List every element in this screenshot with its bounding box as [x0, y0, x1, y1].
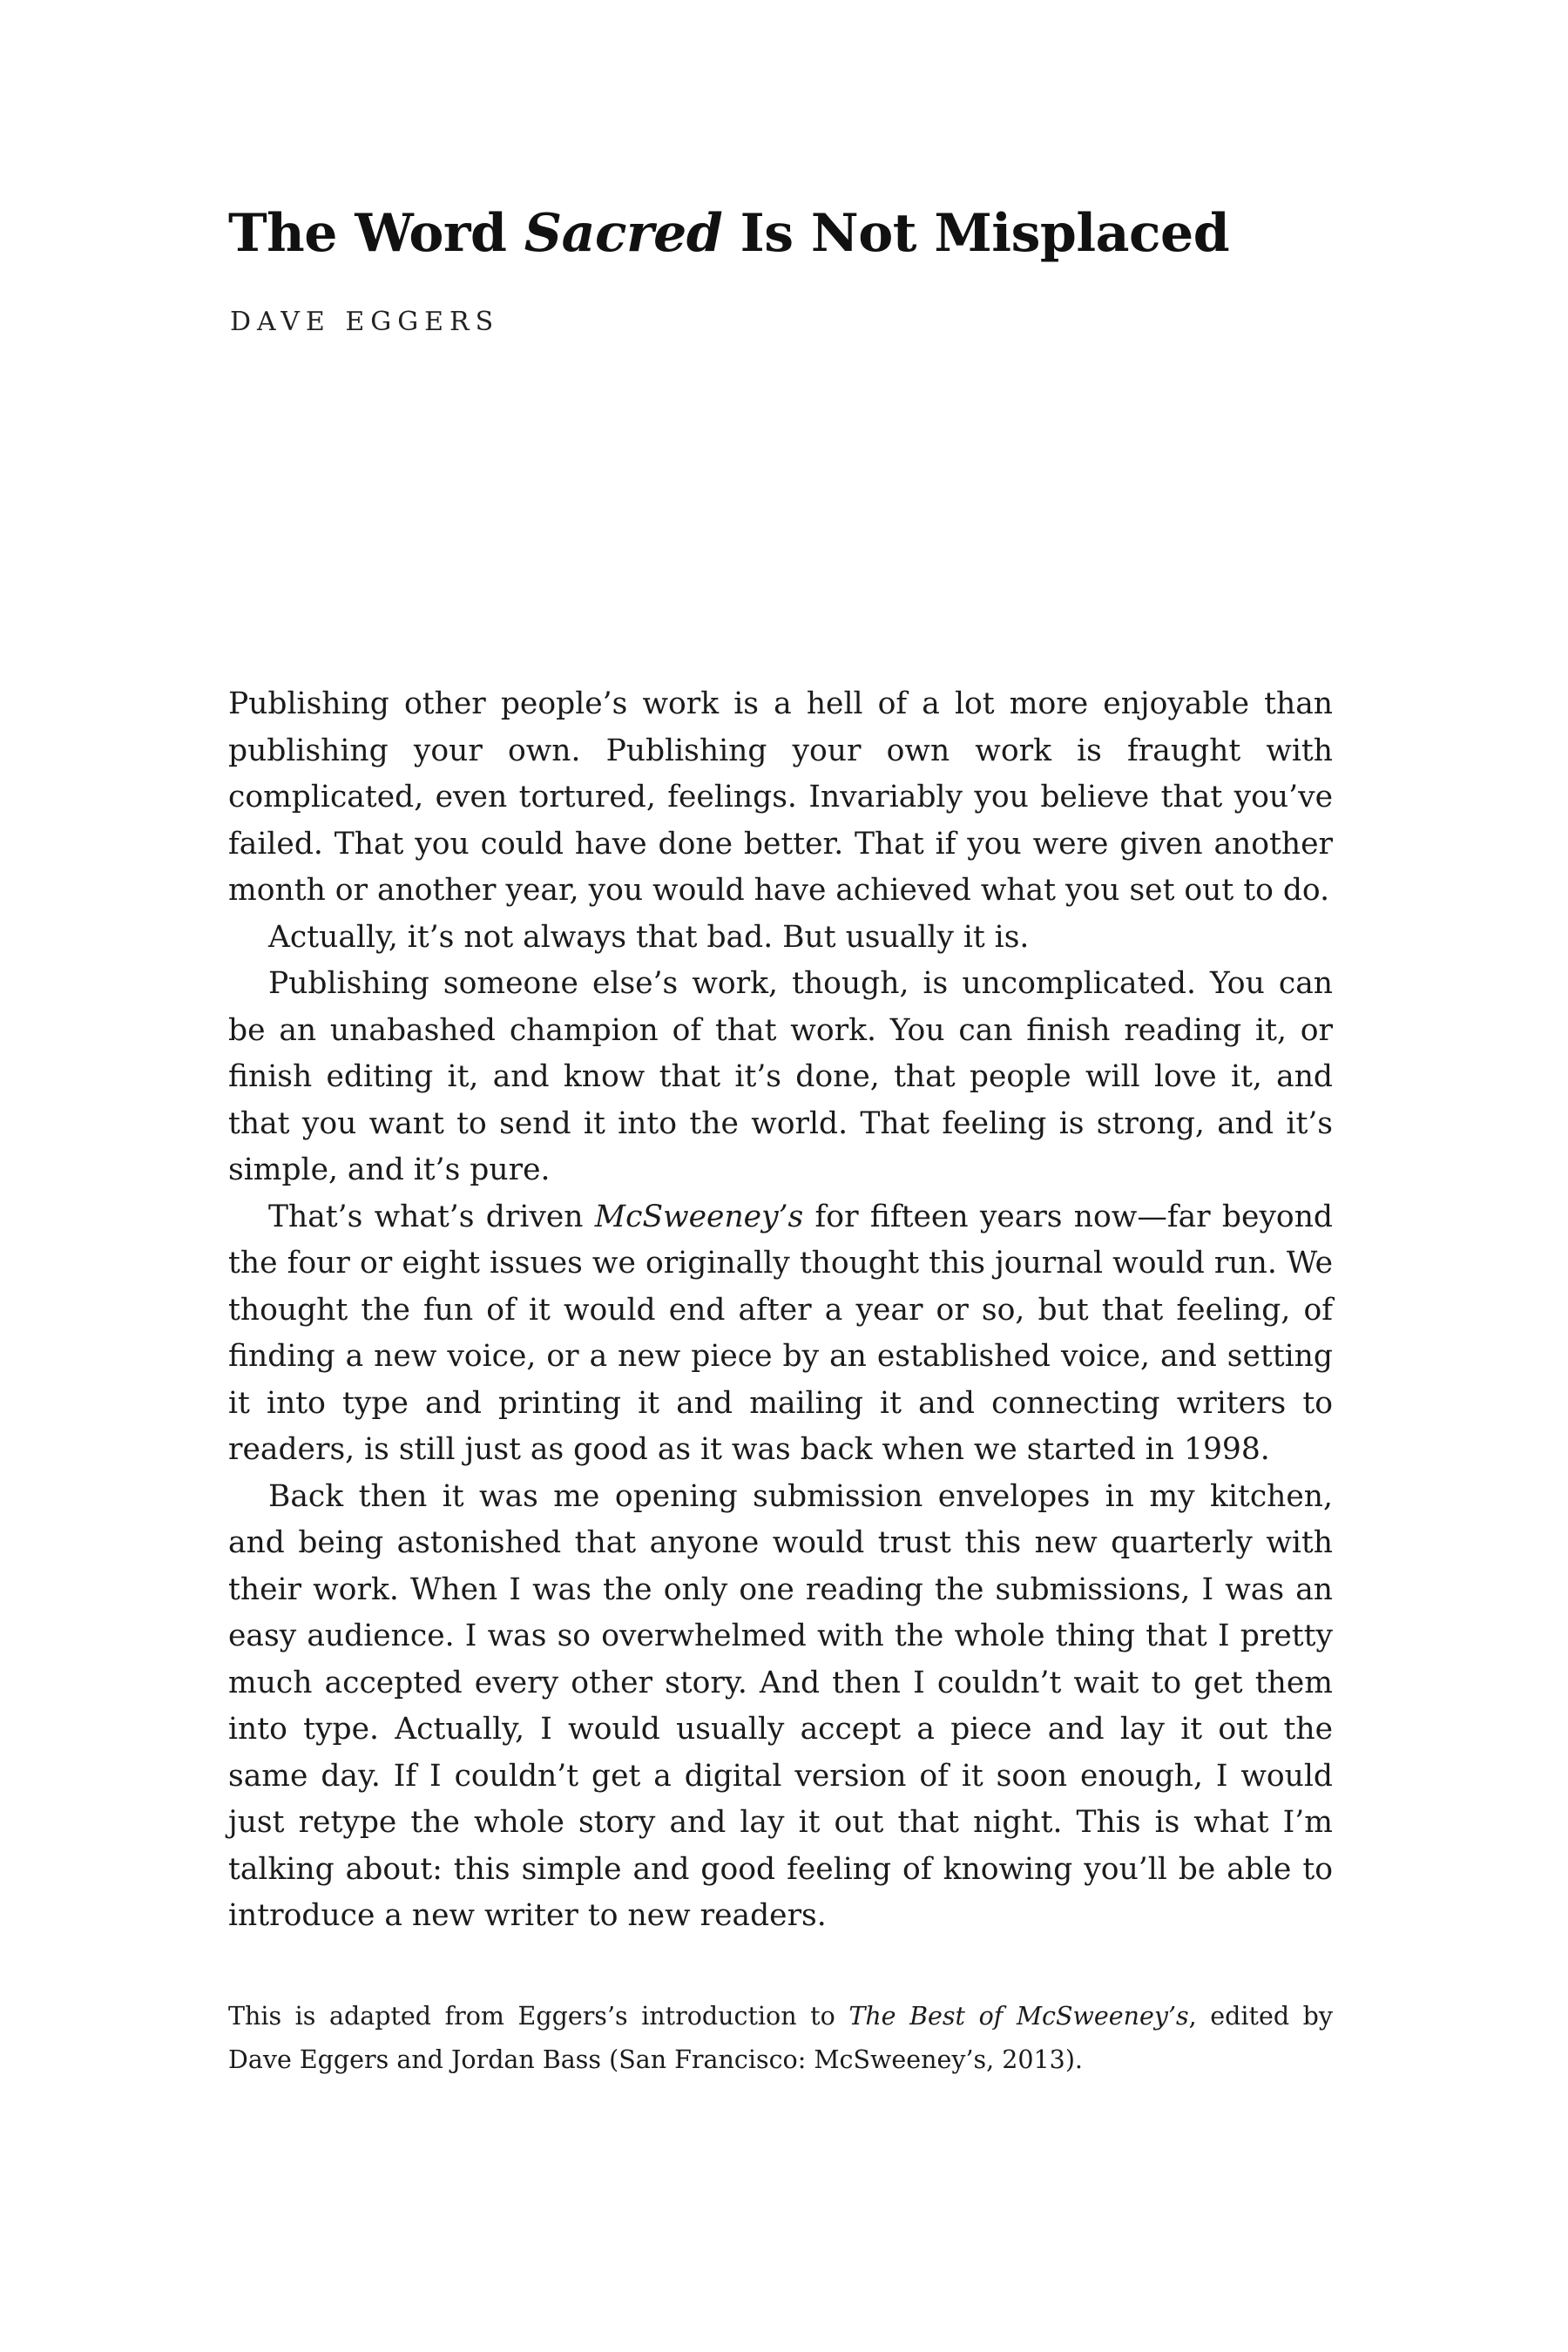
- source-book-title: The Best of McSweeney’s: [848, 2002, 1189, 2031]
- journal-name-italic: McSweeney’s: [594, 1199, 804, 1234]
- paragraph-2: Actually, it’s not always that bad. But usually it is.: [268, 919, 1030, 955]
- paragraph-1: Publishing other people’s work is a hell of a lot more enjoyable than publishing your own. Publishing your own work is fraught with complicated, even tortured, feelings. Invariably you believe that you’ve failed. That you could have done better. That if you were given another month or another year, you would have achieved what you set out to do.: [228, 686, 1333, 908]
- paragraph-4-end: for fifteen years now—far beyond the four or eight issues we originally thought this journal would run. We thought the fun of it would end after a year or so, but that feeling, of finding a new voice, or a new piece by an established voice, and setting it into type and printing it and mailing it and connecting writers to readers, is still just as good as it was back when we started in 1998.: [228, 1199, 1334, 1467]
- paragraph-4: [228, 1194, 1333, 1474]
- title-italic-word: Sacred: [524, 203, 723, 264]
- title-text-start: The Word: [228, 203, 524, 264]
- source-note-start: This is adapted from Eggers’s introduction to: [228, 2002, 849, 2031]
- source-note-end: , edited by Dave Eggers and Jordan Bass (San Francisco: McSweeney’s, 2013).: [228, 2002, 1334, 2074]
- author-byline: DAVE EGGERS: [230, 307, 500, 337]
- article-body: [228, 681, 1333, 1940]
- article-title: [228, 199, 1229, 268]
- paragraph-5: Back then it was me opening submission envelopes in my kitchen, and being astonished that anyone would trust this new quarterly with their work. When I was the only one reading the submissions, I was an easy audience. I was so overwhelmed with the whole thing that I pretty much accepted every other story. And then I couldn’t wait to get them into type. Actually, I would usually accept a piece and lay it out the same day. If I couldn’t get a digital version of it soon enough, I would just retype the whole story and lay it out that night. This is what I’m talking about: this simple and good feeling of knowing you’ll be able to introduce a new writer to new readers.: [228, 1478, 1333, 1933]
- paragraph-3: Publishing someone else’s work, though, is uncomplicated. You can be an unabashed champion of that work. You can finish reading it, or finish editing it, and know that it’s done, that people will love it, and that you want to send it into the world. That feeling is strong, and it’s simple, and it’s pure.: [228, 966, 1333, 1187]
- title-text-end: Is Not Misplaced: [722, 203, 1230, 264]
- source-note: [228, 1995, 1333, 2082]
- paragraph-4-start: That’s what’s driven: [268, 1199, 595, 1234]
